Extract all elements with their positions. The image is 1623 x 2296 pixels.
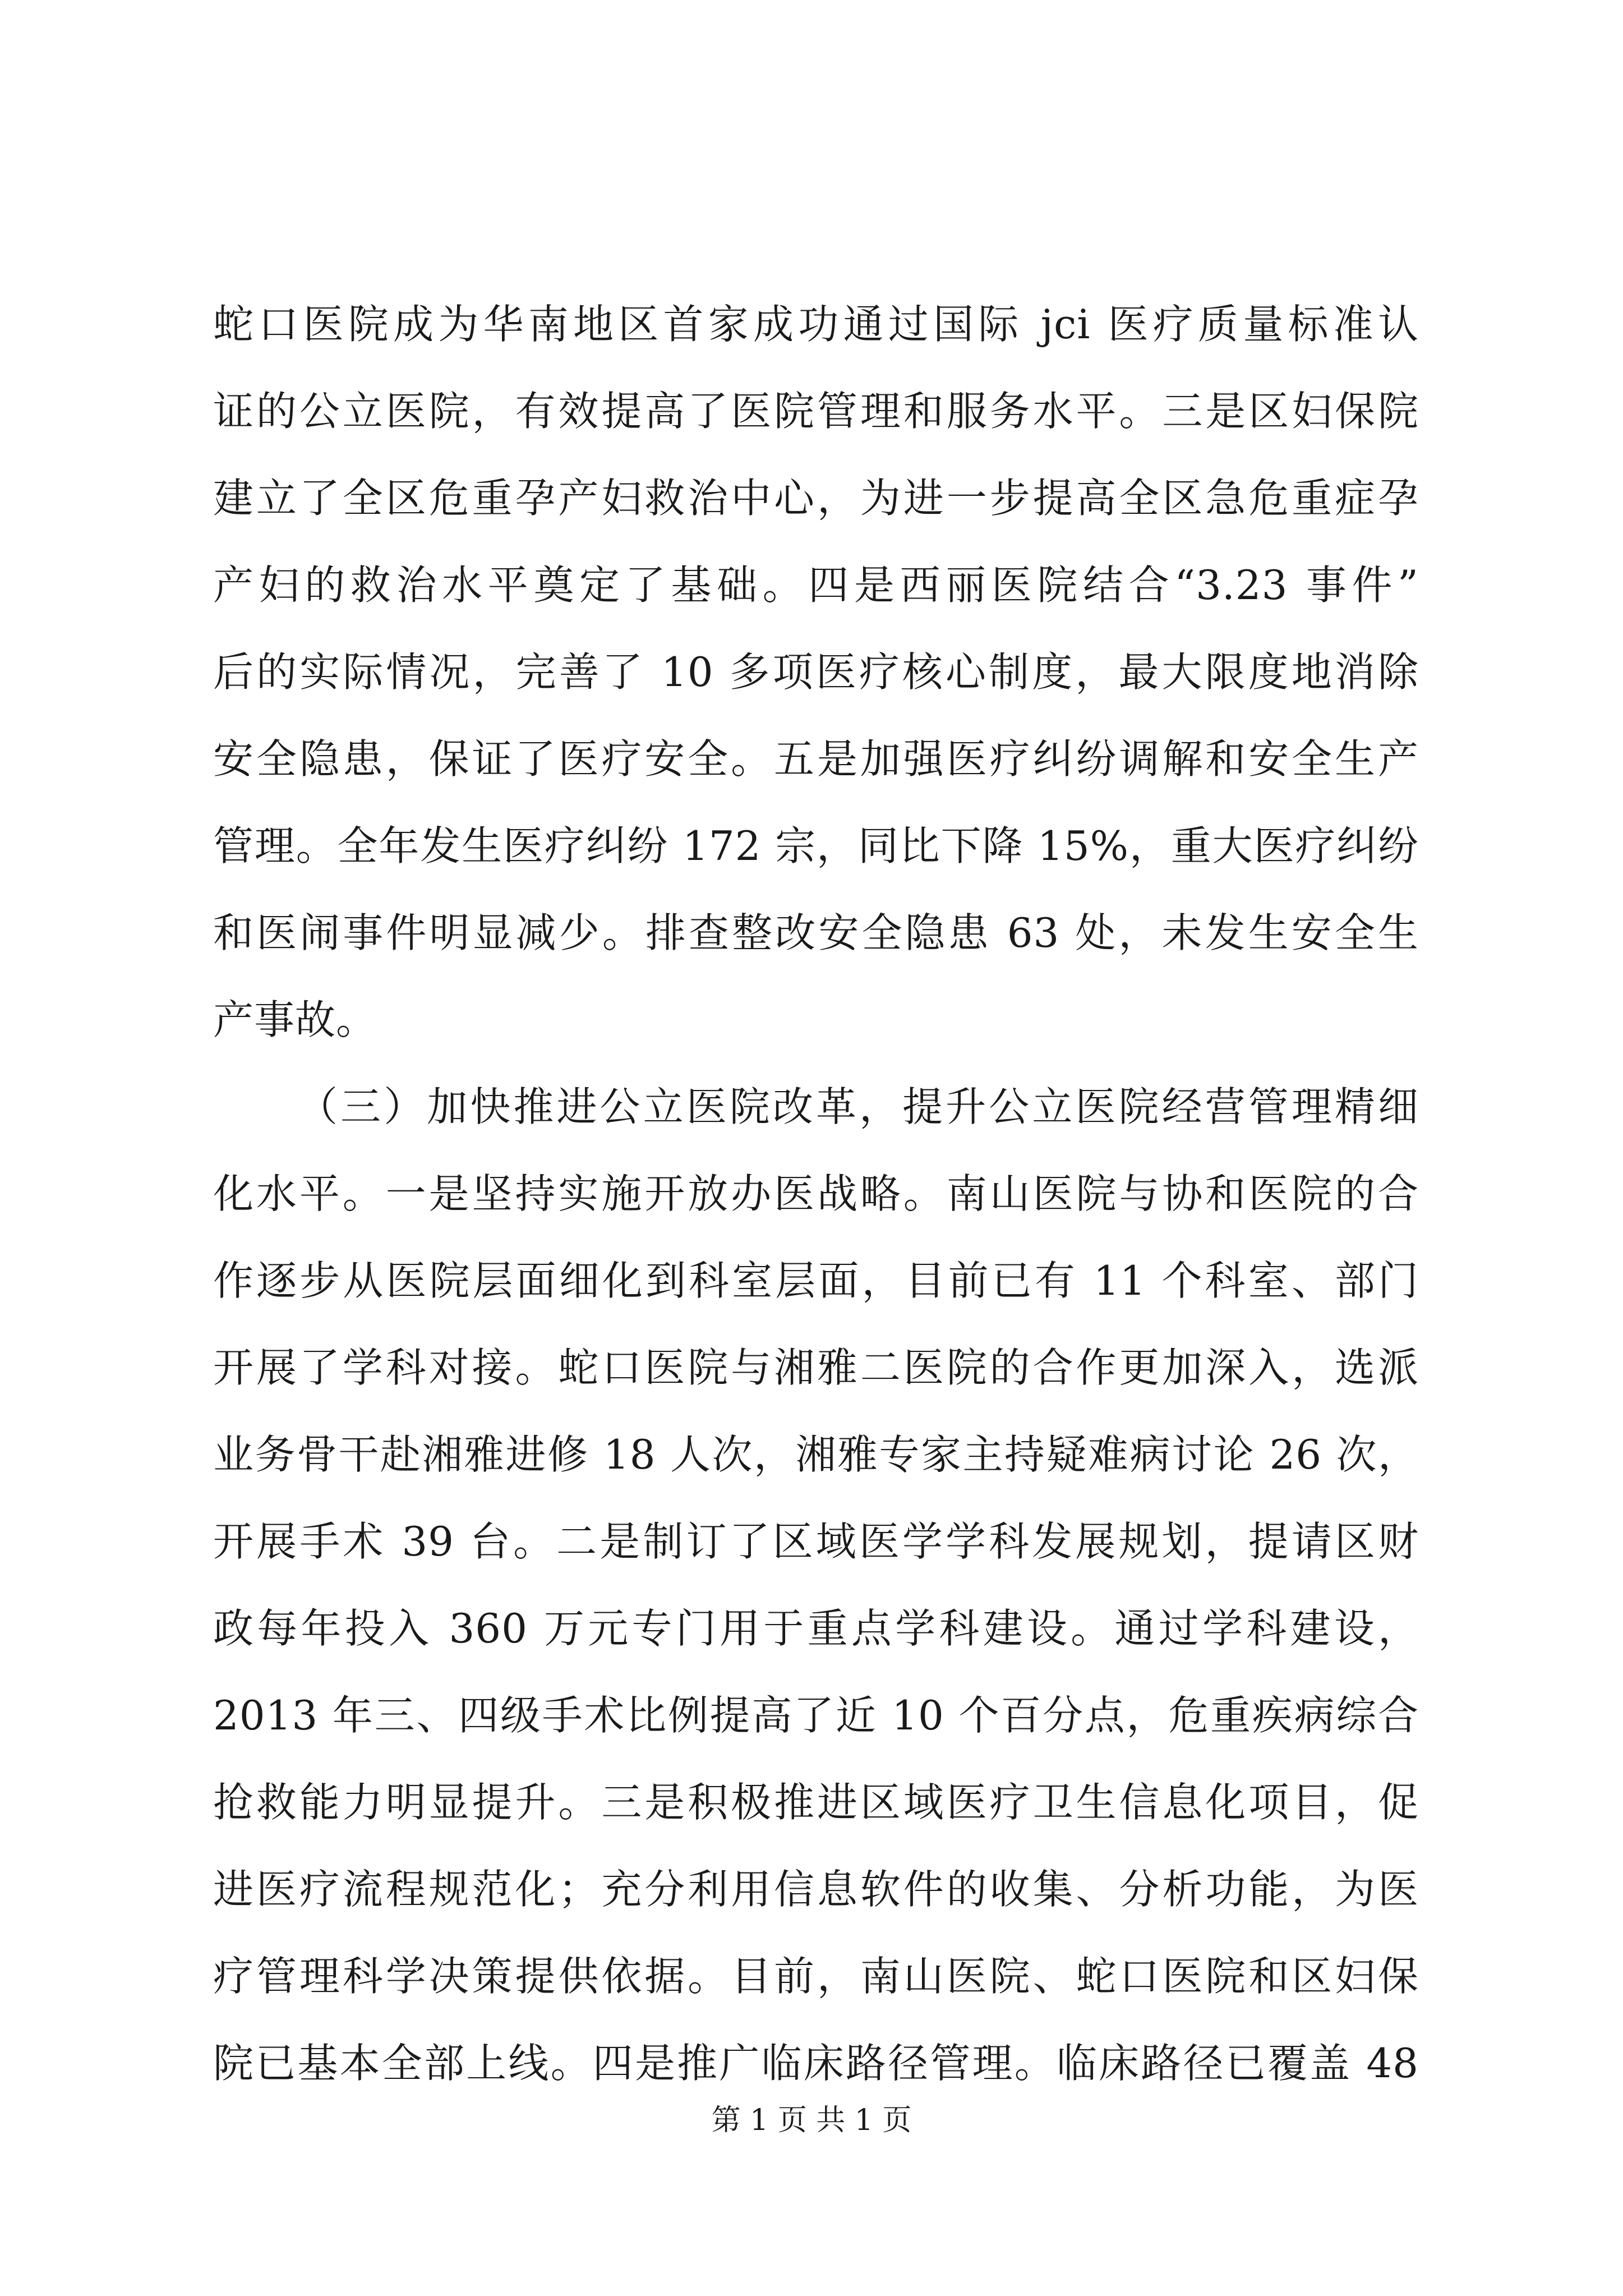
body-line-9: 产事故。 — [213, 996, 377, 1043]
body-line-4: 产妇的救治水平奠定了基础。四是西丽医院结合“3.23 事件” — [213, 562, 1419, 609]
body-line-21: 院已基本全部上线。四是推广临床路径管理。临床路径已覆盖 48 — [213, 2040, 1419, 2087]
body-line-14: 业务骨干赴湘雅进修 18 人次，湘雅专家主持疑难病讨论 26 次， — [213, 1431, 1419, 1478]
body-line-6: 安全隐患，保证了医疗安全。五是加强医疗纠纷调解和安全生产 — [213, 735, 1419, 783]
body-line-5: 后的实际情况，完善了 10 多项医疗核心制度，最大限度地消除 — [213, 648, 1419, 696]
page-footer: 第 1 页 共 1 页 — [711, 2104, 912, 2137]
body-line-17: 2013 年三、四级手术比例提高了近 10 个百分点，危重疾病综合 — [213, 1692, 1419, 1739]
body-line-1: 蛇口医院成为华南地区首家成功通过国际 jci 医疗质量标准认 — [213, 301, 1419, 348]
body-line-8: 和医闹事件明显减少。排查整改安全隐患 63 处，未发生安全生 — [213, 909, 1419, 956]
body-line-12: 作逐步从医院层面细化到科室层面，目前已有 11 个科室、部门 — [213, 1257, 1419, 1304]
body-line-19: 进医疗流程规范化；充分利用信息软件的收集、分析功能，为医 — [213, 1866, 1419, 1913]
body-line-15: 开展手术 39 台。二是制订了区域医学学科发展规划，提请区财 — [213, 1518, 1419, 1565]
body-line-2: 证的公立医院，有效提高了医院管理和服务水平。三是区妇保院 — [213, 388, 1419, 435]
body-line-16: 政每年投入 360 万元专门用于重点学科建设。通过学科建设， — [213, 1605, 1419, 1652]
body-line-11: 化水平。一是坚持实施开放办医战略。南山医院与协和医院的合 — [213, 1170, 1419, 1217]
body-line-20: 疗管理科学决策提供依据。目前，南山医院、蛇口医院和区妇保 — [213, 1953, 1419, 2000]
body-line-13: 开展了学科对接。蛇口医院与湘雅二医院的合作更加深入，选派 — [213, 1344, 1419, 1391]
body-line-3: 建立了全区危重孕产妇救治中心，为进一步提高全区急危重症孕 — [213, 475, 1419, 522]
section-heading-line: （三）加快推进公立医院改革，提升公立医院经营管理精细 — [297, 1083, 1419, 1130]
body-line-18: 抢救能力明显提升。三是积极推进区域医疗卫生信息化项目，促 — [213, 1779, 1419, 1826]
body-line-7: 管理。全年发生医疗纠纷 172 宗，同比下降 15%，重大医疗纠纷 — [213, 822, 1419, 869]
